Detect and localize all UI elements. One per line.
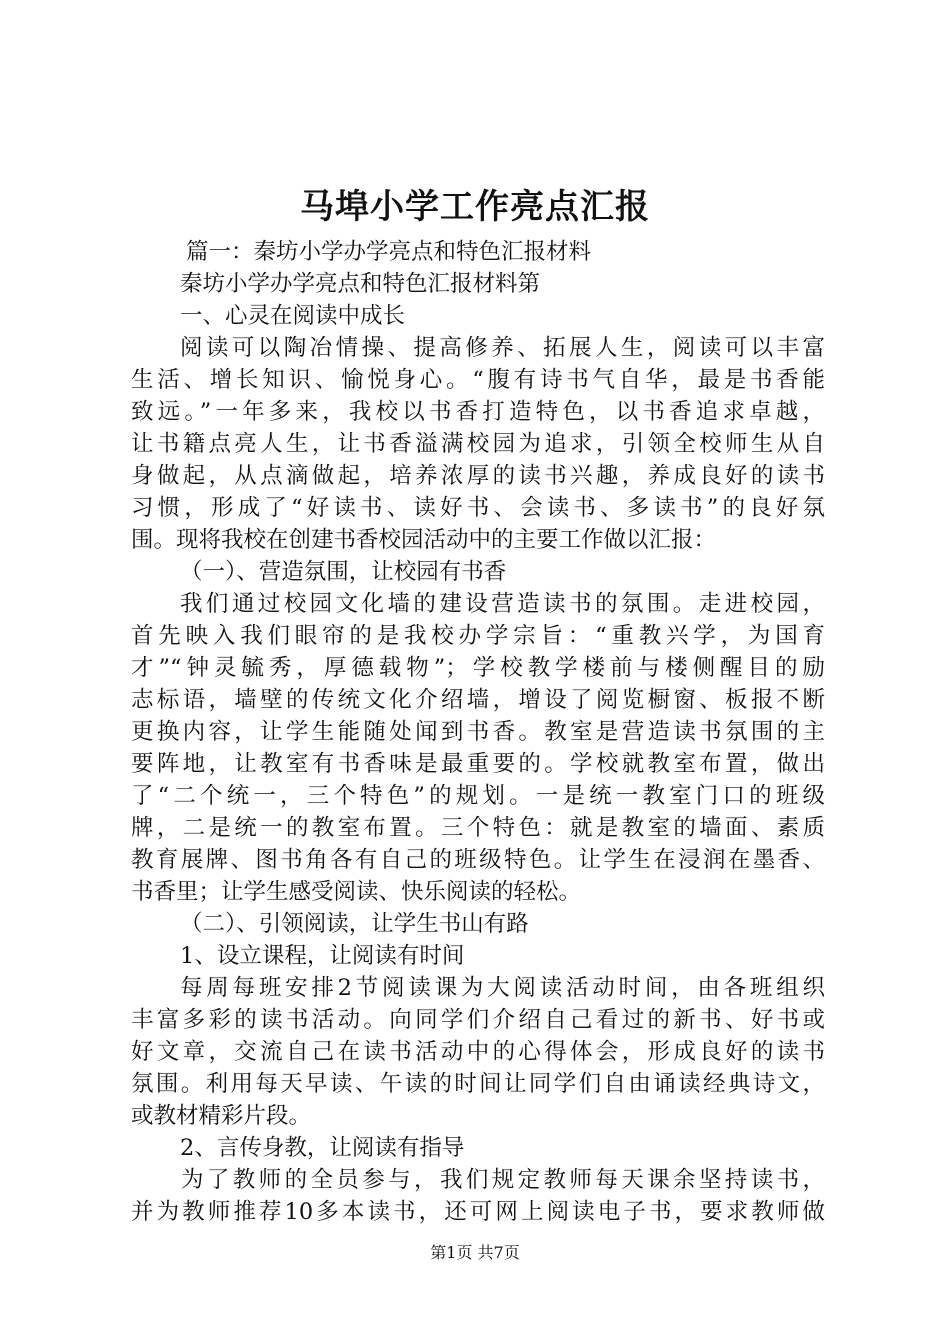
text-line: 或教材精彩片段。 (131, 1103, 312, 1129)
text-line: 丰富多彩的读书活动。向同学们介绍自己看过的新书、好书或 (131, 1007, 825, 1033)
text-line: 篇一：秦坊小学办学亮点和特色汇报材料 (186, 239, 592, 265)
text-line: 身做起，从点滴做起，培养浓厚的读书兴趣，养成良好的读书 (131, 463, 825, 489)
text-line: （一）、营造氛围，让校园有书香 (180, 559, 507, 585)
text-line: 1、设立课程，让阅读有时间 (180, 943, 465, 969)
text-line: 要阵地，让教室有书香味是最重要的。学校就教室布置，做出 (131, 751, 825, 777)
text-line: 才”“钟灵毓秀，厚德载物”；学校教学楼前与楼侧醒目的励 (131, 655, 825, 681)
text-line: 致远。”一年多来，我校以书香打造特色，以书香追求卓越， (131, 399, 825, 425)
text-line: （二）、引领阅读，让学生书山有路 (180, 911, 529, 937)
text-line: 2、言传身教，让阅读有指导 (180, 1135, 465, 1161)
text-line: 让书籍点亮人生，让书香溢满校园为追求，引领全校师生从自 (131, 431, 825, 457)
page-number: 第1页 共7页 (430, 1243, 520, 1262)
text-line: 一、心灵在阅读中成长 (180, 303, 406, 329)
text-line: 牌，二是统一的教室布置。三个特色：就是教室的墙面、素质 (131, 815, 825, 841)
text-line: 好文章，交流自己在读书活动中的心得体会，形成良好的读书 (131, 1039, 825, 1065)
text-line: 秦坊小学办学亮点和特色汇报材料第 (180, 271, 541, 297)
text-line: 生活、增长知识、愉悦身心。“腹有诗书气自华，最是书香能 (131, 367, 825, 393)
text-line: 氛围。利用每天早读、午读的时间让同学们自由诵读经典诗文， (131, 1071, 825, 1097)
text-line: 阅读可以陶冶情操、提高修养、拓展人生，阅读可以丰富 (180, 335, 825, 361)
text-line: 教育展牌、图书角各有自己的班级特色。让学生在浸润在墨香、 (131, 847, 825, 873)
text-line: 围。现将我校在创建书香校园活动中的主要工作做以汇报： (131, 527, 717, 553)
text-line: 志标语，墙壁的传统文化介绍墙，增设了阅览橱窗、板报不断 (131, 687, 825, 713)
text-line: 更换内容，让学生能随处闻到书香。教室是营造读书氛围的主 (131, 719, 825, 745)
document-title: 马埠小学工作亮点汇报 (300, 187, 650, 227)
text-line: 了“二个统一，三个特色”的规划。一是统一教室门口的班级 (131, 783, 825, 809)
text-line: 我们通过校园文化墙的建设营造读书的氛围。走进校园， (180, 591, 825, 617)
text-line: 每周每班安排2节阅读课为大阅读活动时间，由各班组织 (180, 975, 825, 1001)
text-line: 并为教师推荐10多本读书，还可网上阅读电子书，要求教师做 (131, 1199, 825, 1225)
text-line: 书香里；让学生感受阅读、快乐阅读的轻松。 (131, 879, 582, 905)
text-line: 习惯，形成了“好读书、读好书、会读书、多读书”的良好氛 (131, 495, 825, 521)
text-line: 首先映入我们眼帘的是我校办学宗旨：“重教兴学，为国育 (131, 623, 825, 649)
text-line: 为了教师的全员参与，我们规定教师每天课余坚持读书， (181, 1167, 825, 1193)
document-body (131, 236, 825, 1228)
